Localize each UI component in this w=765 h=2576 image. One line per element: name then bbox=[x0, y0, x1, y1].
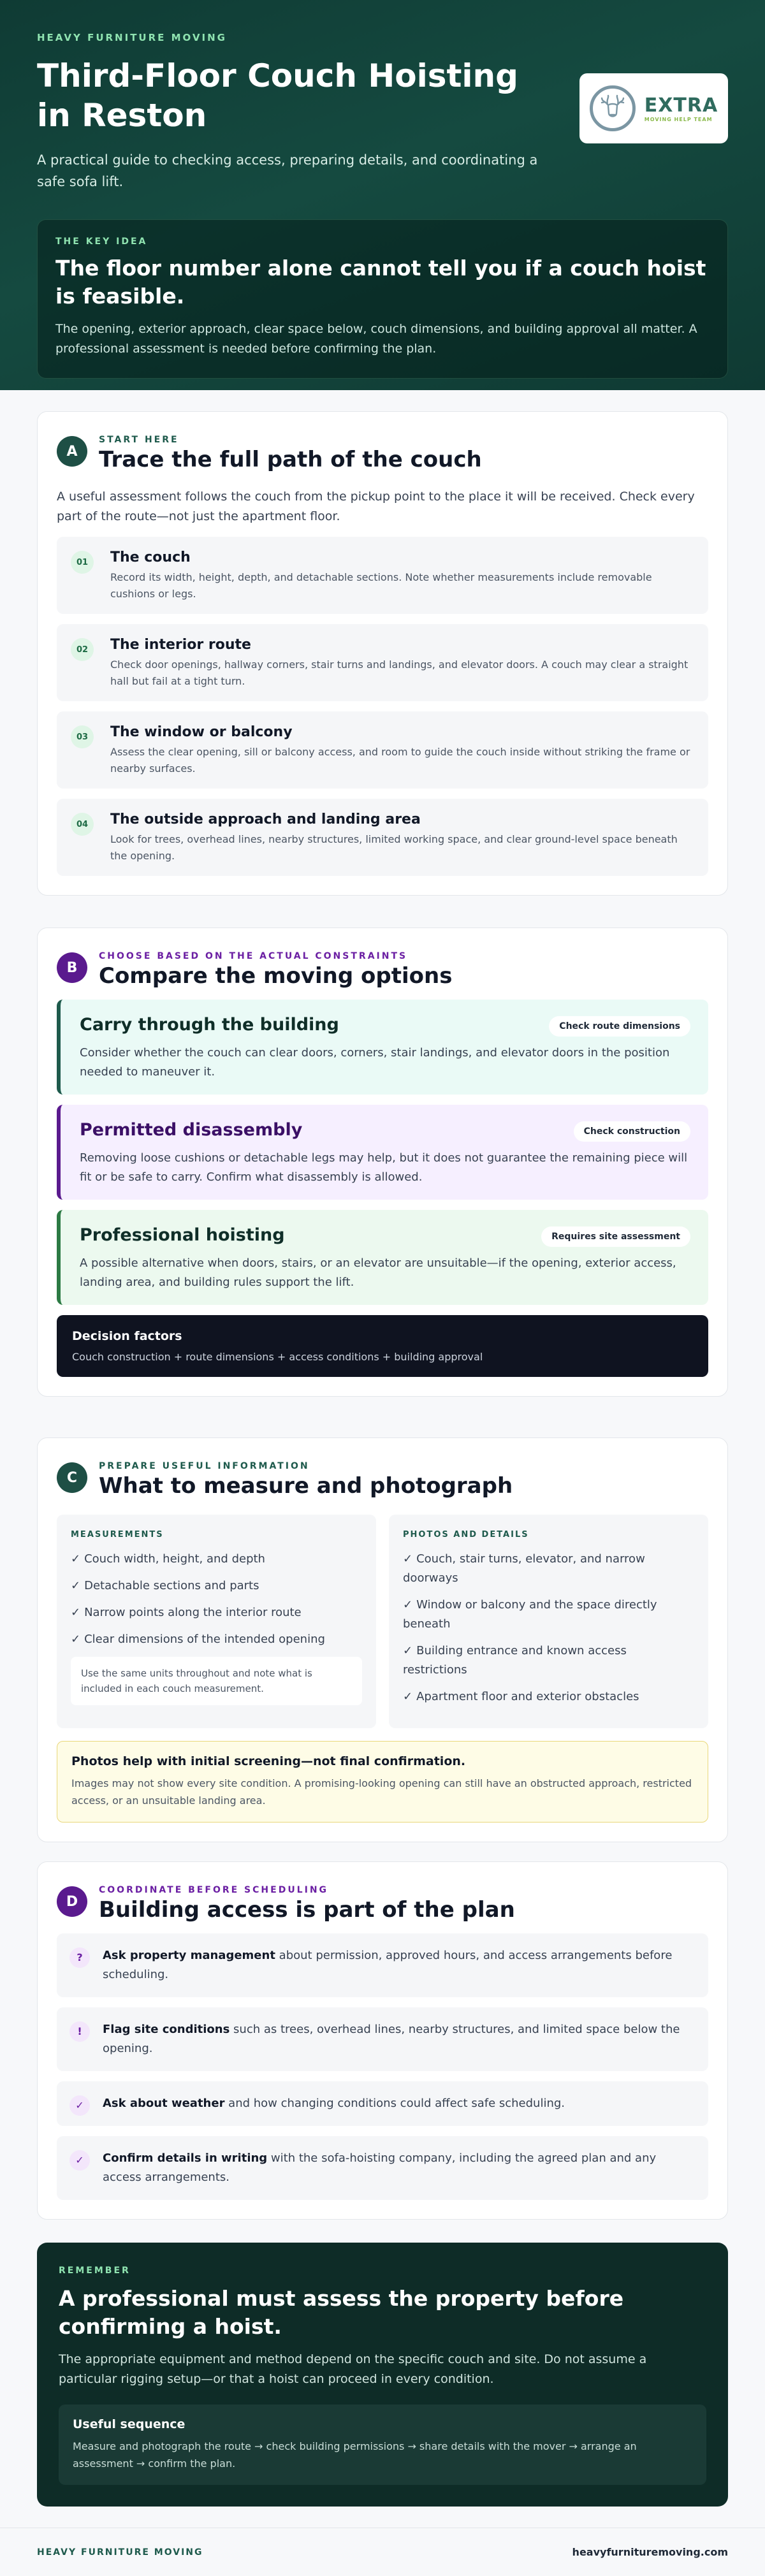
step-title: The outside approach and landing area bbox=[110, 811, 421, 827]
item-lead: Ask property management bbox=[103, 1949, 275, 1962]
section-badge-a: A bbox=[57, 436, 87, 467]
section-c-eyebrow: PREPARE USEFUL INFORMATION bbox=[99, 1461, 310, 1471]
section-building-access bbox=[37, 1861, 728, 2220]
section-b-eyebrow: CHOOSE BASED ON THE ACTUAL CONSTRAINTS bbox=[99, 951, 408, 961]
step-card bbox=[57, 537, 708, 614]
option-title: Carry through the building bbox=[80, 1015, 339, 1035]
check-icon: ✓ bbox=[71, 1579, 81, 1592]
option-tag: Requires site assessment bbox=[541, 1226, 690, 1247]
list-item: ✓ Couch, stair turns, elevator, and narrow doorways bbox=[403, 1552, 645, 1585]
photos-column bbox=[389, 1515, 708, 1728]
step-card bbox=[57, 711, 708, 789]
footer-brand: HEAVY FURNITURE MOVING bbox=[37, 2547, 203, 2558]
section-badge-c: C bbox=[57, 1462, 87, 1493]
item-rest: and how changing conditions could affect safe scheduling. bbox=[224, 2097, 565, 2110]
list-item: ✓ Couch width, height, and depth bbox=[71, 1552, 265, 1566]
remember-title: A professional must assess the property before confirming a hoist. bbox=[59, 2286, 624, 2339]
section-a-intro: A useful assessment follows the couch from the pickup point to the place it will be received. Check every part of the route—not just the apartment floor. bbox=[57, 490, 695, 523]
hero-lede: A practical guide to checking access, preparing details, and coordinating a safe sofa lift. bbox=[37, 152, 538, 189]
step-body: Record its width, height, depth, and detachable sections. Note whether measurements include removable cushions or legs. bbox=[110, 571, 652, 600]
step-number: 03 bbox=[71, 725, 94, 748]
step-title: The window or balcony bbox=[110, 724, 293, 740]
coordination-item bbox=[57, 2081, 708, 2126]
useful-sequence bbox=[59, 2405, 706, 2485]
question-icon: ? bbox=[69, 1947, 90, 1968]
remember-body: The appropriate equipment and method depend on the specific couch and site. Do not assume a particular rigging setup—or that a hoist can proceed in every condition. bbox=[59, 2352, 647, 2386]
footer bbox=[0, 2528, 765, 2576]
photos-label: PHOTOS AND DETAILS bbox=[403, 1530, 529, 1539]
warning-body: Images may not show every site condition. A promising-looking opening can still have an obstructed approach, restricted access, or an unsuitable landing area. bbox=[71, 1777, 692, 1807]
warning-title: Photos help with initial screening—not final confirmation. bbox=[71, 1754, 466, 1768]
option-tag: Check construction bbox=[574, 1121, 690, 1142]
check-icon: ✓ bbox=[403, 1690, 413, 1703]
section-badge-b: B bbox=[57, 952, 87, 983]
list-item: ✓ Window or balcony and the space directly beneath bbox=[403, 1598, 657, 1631]
list-item: ✓ Clear dimensions of the intended opening bbox=[71, 1633, 325, 1646]
check-icon: ✓ bbox=[403, 1598, 413, 1612]
logo[interactable] bbox=[579, 73, 728, 143]
section-trace-path bbox=[37, 411, 728, 896]
check-icon: ✓ bbox=[403, 1552, 413, 1566]
check-icon: ✓ bbox=[69, 2150, 90, 2171]
key-idea-body: The opening, exterior approach, clear space below, couch dimensions, and building approval all matter. A professional assessment is needed before confirming the plan. bbox=[55, 322, 697, 356]
decision-factors bbox=[57, 1315, 708, 1377]
hero bbox=[0, 0, 765, 390]
list-item: ✓ Apartment floor and exterior obstacles bbox=[403, 1690, 639, 1703]
list-item: ✓ Detachable sections and parts bbox=[71, 1579, 259, 1592]
step-body: Look for trees, overhead lines, nearby structures, limited working space, and clear ground-level space beneath the opening. bbox=[110, 833, 678, 862]
section-b-title: Compare the moving options bbox=[99, 963, 453, 989]
coordination-item bbox=[57, 2136, 708, 2200]
logo-subtitle: MOVING HELP TEAM bbox=[644, 117, 713, 122]
option-disassembly bbox=[57, 1105, 708, 1200]
check-icon: ✓ bbox=[403, 1644, 413, 1657]
step-title: The couch bbox=[110, 549, 191, 565]
step-title: The interior route bbox=[110, 637, 251, 653]
moose-icon bbox=[590, 85, 636, 131]
list-item: ✓ Building entrance and known access restrictions bbox=[403, 1644, 627, 1677]
section-d-title: Building access is part of the plan bbox=[99, 1897, 515, 1923]
key-idea-title: The floor number alone cannot tell you if a couch hoist is feasible. bbox=[55, 256, 706, 309]
option-title: Professional hoisting bbox=[80, 1225, 285, 1245]
item-rest: about permission, approved hours, and access arrangements before scheduling. bbox=[103, 1949, 673, 1981]
section-a-eyebrow: START HERE bbox=[99, 435, 179, 445]
section-measure-photograph bbox=[37, 1437, 728, 1842]
section-badge-d: D bbox=[57, 1886, 87, 1917]
option-title: Permitted disassembly bbox=[80, 1120, 303, 1140]
option-body: Removing loose cushions or detachable legs may help, but it does not guarantee the remaining piece will fit or be safe to carry. Confirm what disassembly is allowed. bbox=[80, 1151, 688, 1184]
option-carry bbox=[57, 1000, 708, 1095]
option-tag: Check route dimensions bbox=[549, 1016, 690, 1037]
step-card bbox=[57, 799, 708, 876]
check-icon: ✓ bbox=[69, 2095, 90, 2116]
step-body: Check door openings, hallway corners, stair turns and landings, and elevator doors. A couch may clear a straight hall but fail at a tight turn. bbox=[110, 659, 688, 687]
measurements-column bbox=[57, 1515, 376, 1728]
list-item: ✓ Narrow points along the interior route bbox=[71, 1606, 302, 1619]
coordination-item bbox=[57, 2007, 708, 2071]
decision-title: Decision factors bbox=[72, 1329, 182, 1343]
sequence-body: Measure and photograph the route → check building permissions → share details with the mover → arrange an assessment → confirm the plan. bbox=[73, 2440, 637, 2470]
section-d-eyebrow: COORDINATE BEFORE SCHEDULING bbox=[99, 1885, 329, 1895]
step-number: 01 bbox=[71, 551, 94, 574]
key-idea-card bbox=[37, 219, 728, 379]
footer-link[interactable]: heavyfurnituremoving.com bbox=[572, 2546, 728, 2558]
measurements-note: Use the same units throughout and note what is included in each couch measurement. bbox=[71, 1657, 362, 1705]
option-hoisting bbox=[57, 1210, 708, 1305]
hero-eyebrow: HEAVY FURNITURE MOVING bbox=[37, 32, 227, 43]
step-card bbox=[57, 624, 708, 701]
option-body: Consider whether the couch can clear doors, corners, stair landings, and elevator doors in the position needed to maneuver it. bbox=[80, 1046, 670, 1079]
step-number: 02 bbox=[71, 638, 94, 661]
sequence-title: Useful sequence bbox=[73, 2417, 186, 2431]
section-a-title: Trace the full path of the couch bbox=[99, 447, 482, 472]
item-lead: Flag site conditions bbox=[103, 2023, 230, 2036]
page-title: Third-Floor Couch Hoisting in Reston bbox=[37, 57, 518, 134]
logo-word: EXTRA bbox=[644, 94, 718, 117]
section-compare-options bbox=[37, 928, 728, 1397]
remember-card bbox=[37, 2243, 728, 2507]
step-body: Assess the clear opening, sill or balcony access, and room to guide the couch inside without striking the frame or nearby surfaces. bbox=[110, 746, 690, 775]
item-rest: with the sofa-hoisting company, including the agreed plan and any access arrangements. bbox=[103, 2151, 657, 2184]
measurements-label: MEASUREMENTS bbox=[71, 1530, 164, 1539]
check-icon: ✓ bbox=[71, 1606, 81, 1619]
item-lead: Confirm details in writing bbox=[103, 2151, 268, 2165]
check-icon: ✓ bbox=[71, 1552, 81, 1566]
section-c-title: What to measure and photograph bbox=[99, 1473, 513, 1499]
option-body: A possible alternative when doors, stairs, or an elevator are unsuitable—if the opening, exterior access, landing area, and building rules support the lift. bbox=[80, 1256, 676, 1289]
decision-body: Couch construction + route dimensions + access conditions + building approval bbox=[72, 1351, 483, 1363]
key-idea-eyebrow: THE KEY IDEA bbox=[55, 236, 148, 247]
check-icon: ✓ bbox=[71, 1633, 81, 1646]
item-rest: such as trees, overhead lines, nearby structures, and limited space below the opening. bbox=[103, 2023, 680, 2055]
item-lead: Ask about weather bbox=[103, 2097, 225, 2110]
step-number: 04 bbox=[71, 813, 94, 836]
photo-warning bbox=[57, 1741, 708, 1823]
coordination-item bbox=[57, 1933, 708, 1997]
exclamation-icon: ! bbox=[69, 2021, 90, 2042]
remember-eyebrow: REMEMBER bbox=[59, 2266, 131, 2276]
